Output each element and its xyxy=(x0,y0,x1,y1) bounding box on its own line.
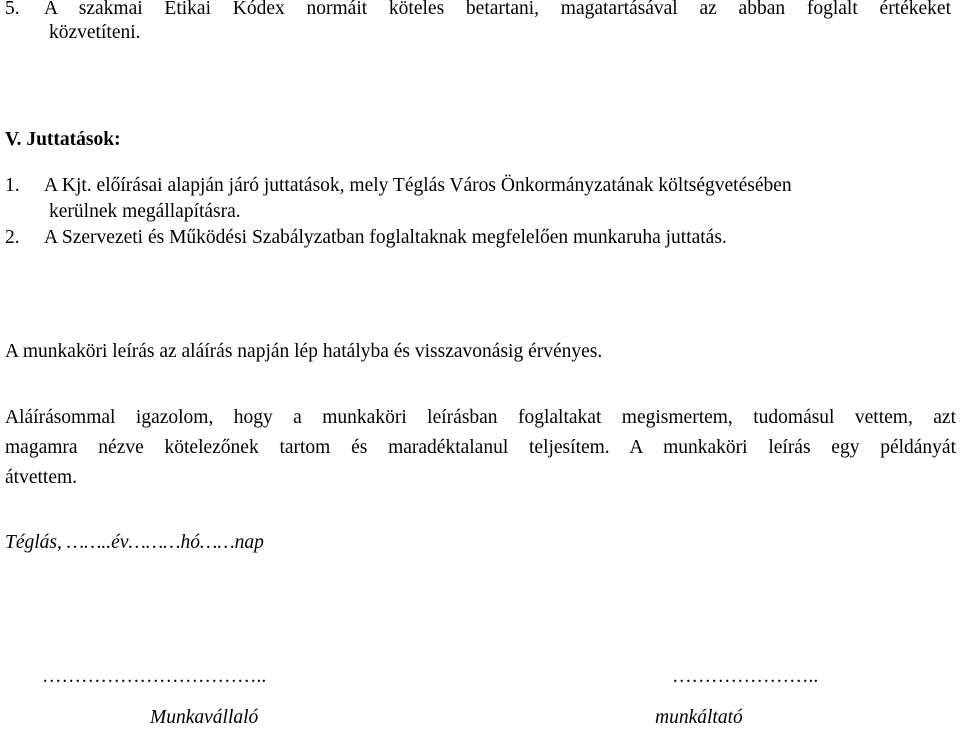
validity-statement: A munkaköri leírás az aláírás napján lép hatályba és visszavonásig érvényes. xyxy=(5,341,603,362)
item-5-text-line-1: A szakmai Etikai Kódex normáit köteles betartani, magatartásával az abban foglalt értékeket xyxy=(44,0,951,19)
acknowledgement-line-2: magamra nézve kötelezőnek tartom és maradéktalanul teljesítem. A munkaköri leírás egy példányát xyxy=(5,437,956,458)
employer-signature-label: munkáltató xyxy=(655,707,743,728)
section-item-1 xyxy=(0,173,792,199)
item-5-number: 5. xyxy=(5,0,20,19)
section-item-1-text-line-1: A Kjt. előírásai alapján járó juttatások, mely Téglás Város Önkormányzatának költségvetésében xyxy=(44,175,792,196)
section-heading: V. Juttatások: xyxy=(5,129,121,150)
section-item-2-text-line-1: A Szervezeti és Működési Szabályzatban foglaltaknak megfelelően munkaruha juttatás. xyxy=(44,227,727,248)
item-5 xyxy=(0,0,951,22)
acknowledgement-line-1: Aláírásommal igazolom, hogy a munkaköri leírásban foglaltakat megismertem, tudomásul vettem, azt xyxy=(5,407,956,428)
item-5-text-line-2: közvetíteni. xyxy=(49,22,141,43)
place-date: Téglás, ……..év………hó……nap xyxy=(5,532,264,553)
section-item-1-text-line-2: kerülnek megállapításra. xyxy=(49,201,241,222)
employee-signature-label: Munkavállaló xyxy=(150,707,259,728)
employer-signature-line: ………………….. xyxy=(672,666,819,687)
section-item-1-number: 1. xyxy=(5,175,20,196)
section-item-2 xyxy=(0,225,727,251)
acknowledgement-line-3: átvettem. xyxy=(5,467,78,488)
employee-signature-line: …………………………….. xyxy=(42,666,267,687)
section-item-2-number: 2. xyxy=(5,227,20,248)
